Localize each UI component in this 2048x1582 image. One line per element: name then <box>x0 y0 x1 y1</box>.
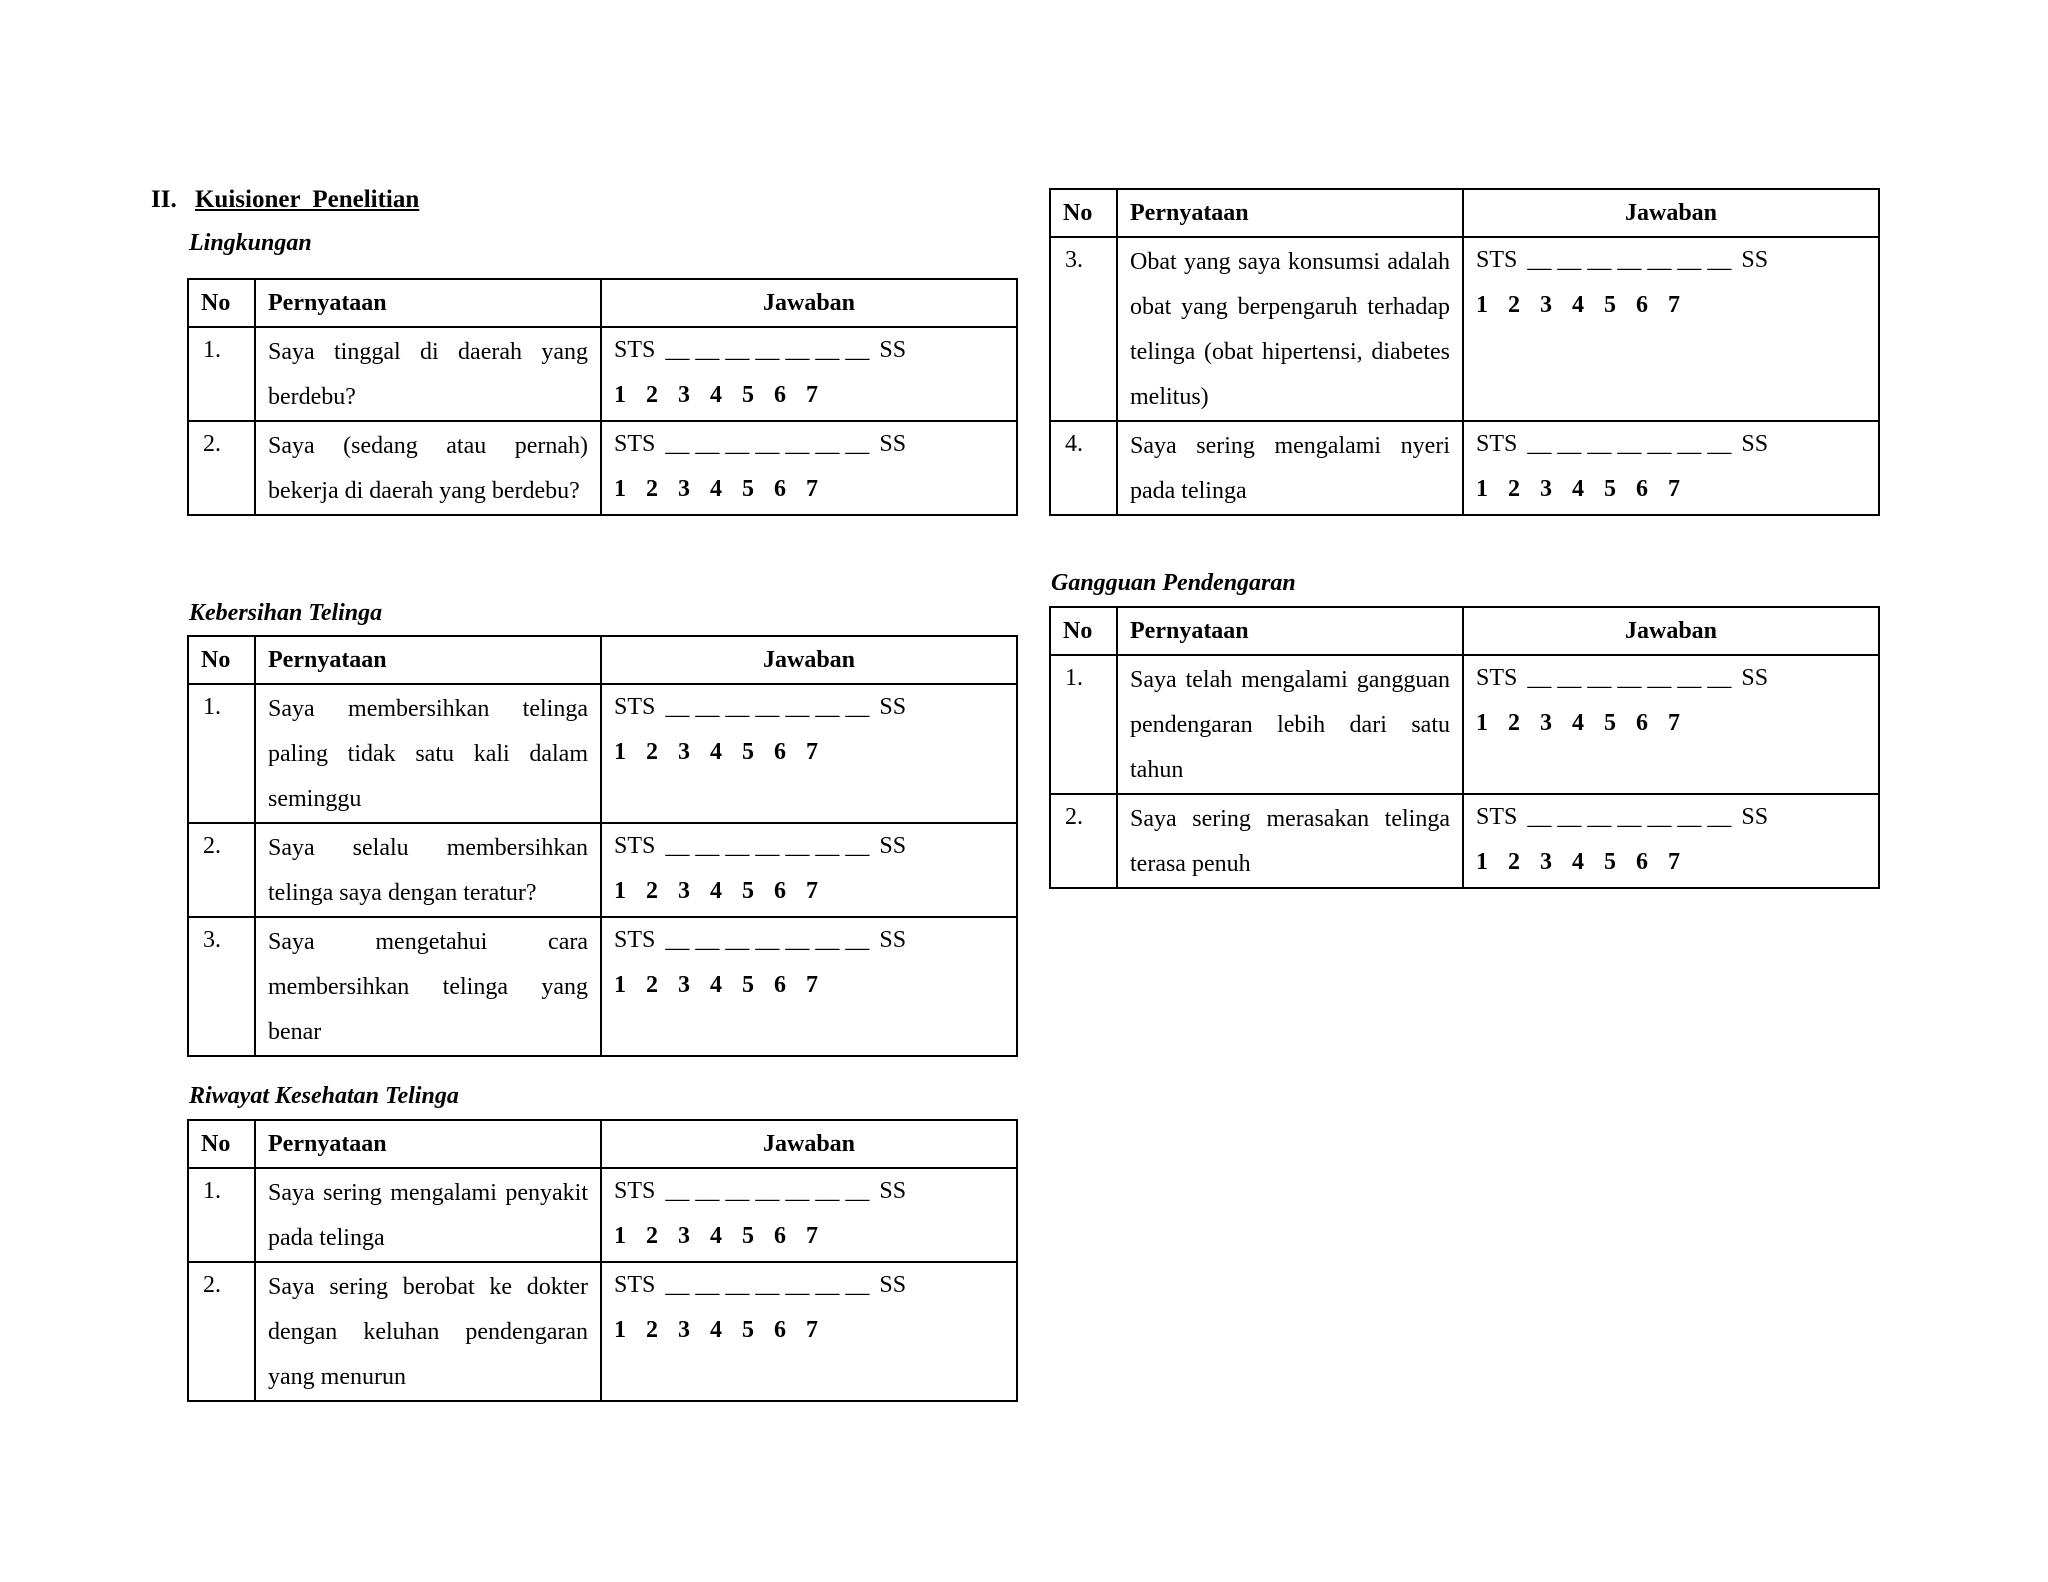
scale-right-label: SS <box>1741 665 1769 691</box>
scale-right-label: SS <box>879 431 907 457</box>
scale-right-label: SS <box>1741 804 1769 830</box>
scale-left-label: STS <box>1476 665 1518 691</box>
scale-lines: __ __ __ __ __ __ __ <box>665 833 870 859</box>
scale-numbers <box>614 730 1004 775</box>
scale-numbers <box>614 1308 1004 1353</box>
scale-option[interactable]: 5 <box>1604 476 1616 502</box>
scale-option[interactable]: 4 <box>1572 292 1584 318</box>
scale-option[interactable]: 4 <box>710 382 722 408</box>
row-number: 1. <box>1050 655 1117 794</box>
scale-option[interactable]: 2 <box>1508 710 1520 736</box>
header-row <box>188 279 1017 327</box>
answer-scale[interactable] <box>1463 655 1879 794</box>
header-row <box>188 1120 1017 1168</box>
row-statement: Saya tinggal di daerah yang berdebu? <box>255 327 601 421</box>
scale-option[interactable]: 1 <box>614 739 626 765</box>
scale-option[interactable]: 2 <box>646 476 658 502</box>
scale-option[interactable]: 7 <box>806 382 818 408</box>
scale-option[interactable]: 1 <box>614 1223 626 1249</box>
header-no: No <box>188 636 255 684</box>
scale-option[interactable]: 2 <box>646 1317 658 1343</box>
row-statement: Saya membersihkan telinga paling tidak satu kali dalam seminggu <box>255 684 601 823</box>
scale-lines: __ __ __ __ __ __ __ <box>665 927 870 953</box>
scale-option[interactable]: 3 <box>1540 476 1552 502</box>
scale-option[interactable]: 3 <box>1540 710 1552 736</box>
subtitle-kebersihan: Kebersihan Telinga <box>189 600 383 626</box>
scale-lines: __ __ __ __ __ __ __ <box>1527 431 1732 457</box>
header-jawaban: Jawaban <box>1463 189 1879 237</box>
scale-option[interactable]: 4 <box>710 1317 722 1343</box>
row-statement: Saya selalu membersihkan telinga saya dengan teratur? <box>255 823 601 917</box>
scale-option[interactable]: 7 <box>1668 849 1680 875</box>
scale-option[interactable]: 1 <box>614 382 626 408</box>
subtitle-lingkungan: Lingkungan <box>189 230 312 256</box>
table-row <box>188 327 1017 421</box>
scale-option[interactable]: 2 <box>646 739 658 765</box>
scale-left-label: STS <box>1476 431 1518 457</box>
scale-option[interactable]: 2 <box>646 382 658 408</box>
scale-option[interactable]: 4 <box>1572 710 1584 736</box>
scale-numbers <box>1476 283 1866 328</box>
header-row <box>1050 607 1879 655</box>
scale-left-label: STS <box>614 927 656 953</box>
header-pernyataan: Pernyataan <box>255 1120 601 1168</box>
scale-option[interactable]: 5 <box>742 739 754 765</box>
scale-left-label: STS <box>614 694 656 720</box>
table-row <box>188 421 1017 515</box>
scale-option[interactable]: 1 <box>614 878 626 904</box>
scale-option[interactable]: 4 <box>710 972 722 998</box>
scale-right-label: SS <box>879 927 907 953</box>
table-row <box>188 1262 1017 1401</box>
scale-lines: __ __ __ __ __ __ __ <box>665 337 870 363</box>
scale-left-label: STS <box>614 833 656 859</box>
scale-right-label: SS <box>879 1272 907 1298</box>
row-number: 4. <box>1050 421 1117 515</box>
scale-option[interactable]: 6 <box>1636 849 1648 875</box>
scale-option[interactable]: 4 <box>710 739 722 765</box>
scale-option[interactable]: 6 <box>1636 476 1648 502</box>
scale-numbers <box>1476 840 1866 885</box>
scale-right-label: SS <box>879 1178 907 1204</box>
scale-lines: __ __ __ __ __ __ __ <box>665 694 870 720</box>
scale-option[interactable]: 6 <box>774 1223 786 1249</box>
scale-numbers <box>614 1214 1004 1259</box>
row-statement: Saya (sedang atau pernah) bekerja di daerah yang berdebu? <box>255 421 601 515</box>
scale-right-label: SS <box>879 337 907 363</box>
row-statement: Obat yang saya konsumsi adalah obat yang berpengaruh terhadap telinga (obat hipertensi, diabetes melitus) <box>1117 237 1463 421</box>
answer-scale[interactable] <box>601 421 1017 515</box>
header-row <box>188 636 1017 684</box>
header-jawaban: Jawaban <box>601 636 1017 684</box>
scale-option[interactable]: 7 <box>806 1223 818 1249</box>
scale-option[interactable]: 1 <box>1476 710 1488 736</box>
table-row <box>1050 794 1879 888</box>
row-number: 3. <box>1050 237 1117 421</box>
scale-right-label: SS <box>1741 247 1769 273</box>
scale-lines: __ __ __ __ __ __ __ <box>665 1178 870 1204</box>
table-riwayat-continued <box>1049 188 1880 516</box>
scale-left-label: STS <box>614 431 656 457</box>
scale-option[interactable]: 6 <box>774 1317 786 1343</box>
header-no: No <box>188 279 255 327</box>
scale-option[interactable]: 1 <box>614 1317 626 1343</box>
header-pernyataan: Pernyataan <box>255 279 601 327</box>
scale-numbers <box>614 963 1004 1008</box>
scale-option[interactable]: 4 <box>1572 849 1584 875</box>
scale-option[interactable]: 5 <box>742 1317 754 1343</box>
table-row <box>1050 237 1879 421</box>
row-number: 1. <box>188 1168 255 1262</box>
header-no: No <box>1050 607 1117 655</box>
scale-option[interactable]: 1 <box>1476 292 1488 318</box>
scale-option[interactable]: 5 <box>742 878 754 904</box>
answer-scale[interactable] <box>601 1168 1017 1262</box>
scale-option[interactable]: 7 <box>806 878 818 904</box>
table-row <box>188 917 1017 1056</box>
row-number: 2. <box>188 421 255 515</box>
scale-option[interactable]: 5 <box>742 1223 754 1249</box>
scale-lines: __ __ __ __ __ __ __ <box>665 431 870 457</box>
scale-option[interactable]: 6 <box>774 878 786 904</box>
table-row <box>1050 655 1879 794</box>
row-statement: Saya sering mengalami nyeri pada telinga <box>1117 421 1463 515</box>
scale-option[interactable]: 6 <box>1636 292 1648 318</box>
row-number: 1. <box>188 684 255 823</box>
table-riwayat <box>187 1119 1018 1402</box>
scale-option[interactable]: 6 <box>1636 710 1648 736</box>
section-title: Kuisioner Penelitian <box>194 186 420 213</box>
answer-scale[interactable] <box>601 1262 1017 1401</box>
header-pernyataan: Pernyataan <box>1117 607 1463 655</box>
scale-option[interactable]: 2 <box>1508 849 1520 875</box>
scale-option[interactable]: 2 <box>1508 476 1520 502</box>
row-statement: Saya sering merasakan telinga terasa penuh <box>1117 794 1463 888</box>
section-number: II. <box>151 186 177 213</box>
scale-numbers <box>1476 467 1866 512</box>
scale-option[interactable]: 6 <box>774 382 786 408</box>
scale-option[interactable]: 3 <box>678 382 690 408</box>
scale-option[interactable]: 3 <box>1540 849 1552 875</box>
scale-option[interactable]: 1 <box>1476 476 1488 502</box>
scale-option[interactable]: 7 <box>806 1317 818 1343</box>
table-row <box>1050 421 1879 515</box>
scale-option[interactable]: 4 <box>710 1223 722 1249</box>
subtitle-riwayat: Riwayat Kesehatan Telinga <box>189 1083 459 1109</box>
scale-option[interactable]: 5 <box>742 972 754 998</box>
header-jawaban: Jawaban <box>601 1120 1017 1168</box>
scale-option[interactable]: 3 <box>1540 292 1552 318</box>
scale-right-label: SS <box>879 694 907 720</box>
header-no: No <box>1050 189 1117 237</box>
scale-numbers <box>1476 701 1866 746</box>
row-number: 3. <box>188 917 255 1056</box>
answer-scale[interactable] <box>601 327 1017 421</box>
scale-option[interactable]: 7 <box>806 739 818 765</box>
scale-right-label: SS <box>879 833 907 859</box>
scale-lines: __ __ __ __ __ __ __ <box>665 1272 870 1298</box>
scale-option[interactable]: 6 <box>774 739 786 765</box>
answer-scale[interactable] <box>601 917 1017 1056</box>
scale-option[interactable]: 5 <box>1604 292 1616 318</box>
scale-option[interactable]: 2 <box>646 878 658 904</box>
scale-option[interactable]: 3 <box>678 476 690 502</box>
header-pernyataan: Pernyataan <box>255 636 601 684</box>
scale-option[interactable]: 1 <box>614 972 626 998</box>
scale-left-label: STS <box>614 337 656 363</box>
scale-option[interactable]: 4 <box>710 878 722 904</box>
scale-option[interactable]: 2 <box>1508 292 1520 318</box>
table-row <box>188 823 1017 917</box>
table-lingkungan <box>187 278 1018 516</box>
row-statement: Saya sering berobat ke dokter dengan keluhan pendengaran yang menurun <box>255 1262 601 1401</box>
scale-option[interactable]: 3 <box>678 972 690 998</box>
scale-numbers <box>614 373 1004 418</box>
scale-lines: __ __ __ __ __ __ __ <box>1527 247 1732 273</box>
row-number: 1. <box>188 327 255 421</box>
scale-numbers <box>614 869 1004 914</box>
scale-lines: __ __ __ __ __ __ __ <box>1527 804 1732 830</box>
scale-option[interactable]: 2 <box>646 1223 658 1249</box>
answer-scale[interactable] <box>1463 237 1879 421</box>
row-number: 2. <box>188 823 255 917</box>
scale-left-label: STS <box>1476 247 1518 273</box>
scale-option[interactable]: 5 <box>1604 849 1616 875</box>
answer-scale[interactable] <box>601 823 1017 917</box>
row-statement: Saya telah mengalami gangguan pendengaran lebih dari satu tahun <box>1117 655 1463 794</box>
scale-option[interactable]: 7 <box>806 972 818 998</box>
scale-option[interactable]: 4 <box>710 476 722 502</box>
row-statement: Saya sering mengalami penyakit pada telinga <box>255 1168 601 1262</box>
scale-option[interactable]: 1 <box>614 476 626 502</box>
scale-option[interactable]: 7 <box>1668 292 1680 318</box>
scale-option[interactable]: 3 <box>678 878 690 904</box>
table-gangguan <box>1049 606 1880 889</box>
table-row <box>188 1168 1017 1262</box>
answer-scale[interactable] <box>1463 421 1879 515</box>
answer-scale[interactable] <box>601 684 1017 823</box>
scale-option[interactable]: 7 <box>1668 476 1680 502</box>
scale-left-label: STS <box>1476 804 1518 830</box>
scale-option[interactable]: 3 <box>678 1223 690 1249</box>
scale-option[interactable]: 5 <box>742 476 754 502</box>
scale-option[interactable]: 7 <box>806 476 818 502</box>
scale-option[interactable]: 5 <box>1604 710 1616 736</box>
scale-option[interactable]: 6 <box>774 476 786 502</box>
scale-lines: __ __ __ __ __ __ __ <box>1527 665 1732 691</box>
scale-option[interactable]: 3 <box>678 1317 690 1343</box>
scale-option[interactable]: 7 <box>1668 710 1680 736</box>
table-row <box>188 684 1017 823</box>
scale-option[interactable]: 4 <box>1572 476 1584 502</box>
scale-left-label: STS <box>614 1178 656 1204</box>
scale-option[interactable]: 3 <box>678 739 690 765</box>
header-jawaban: Jawaban <box>1463 607 1879 655</box>
row-number: 2. <box>188 1262 255 1401</box>
answer-scale[interactable] <box>1463 794 1879 888</box>
scale-option[interactable]: 6 <box>774 972 786 998</box>
header-pernyataan: Pernyataan <box>1117 189 1463 237</box>
scale-option[interactable]: 1 <box>1476 849 1488 875</box>
header-no: No <box>188 1120 255 1168</box>
scale-left-label: STS <box>614 1272 656 1298</box>
scale-numbers <box>614 467 1004 512</box>
subtitle-gangguan: Gangguan Pendengaran <box>1051 570 1296 596</box>
row-number: 2. <box>1050 794 1117 888</box>
header-jawaban: Jawaban <box>601 279 1017 327</box>
scale-option[interactable]: 5 <box>742 382 754 408</box>
scale-option[interactable]: 2 <box>646 972 658 998</box>
scale-right-label: SS <box>1741 431 1769 457</box>
row-statement: Saya mengetahui cara membersihkan telinga yang benar <box>255 917 601 1056</box>
section-heading <box>151 186 419 214</box>
table-kebersihan <box>187 635 1018 1057</box>
header-row <box>1050 189 1879 237</box>
